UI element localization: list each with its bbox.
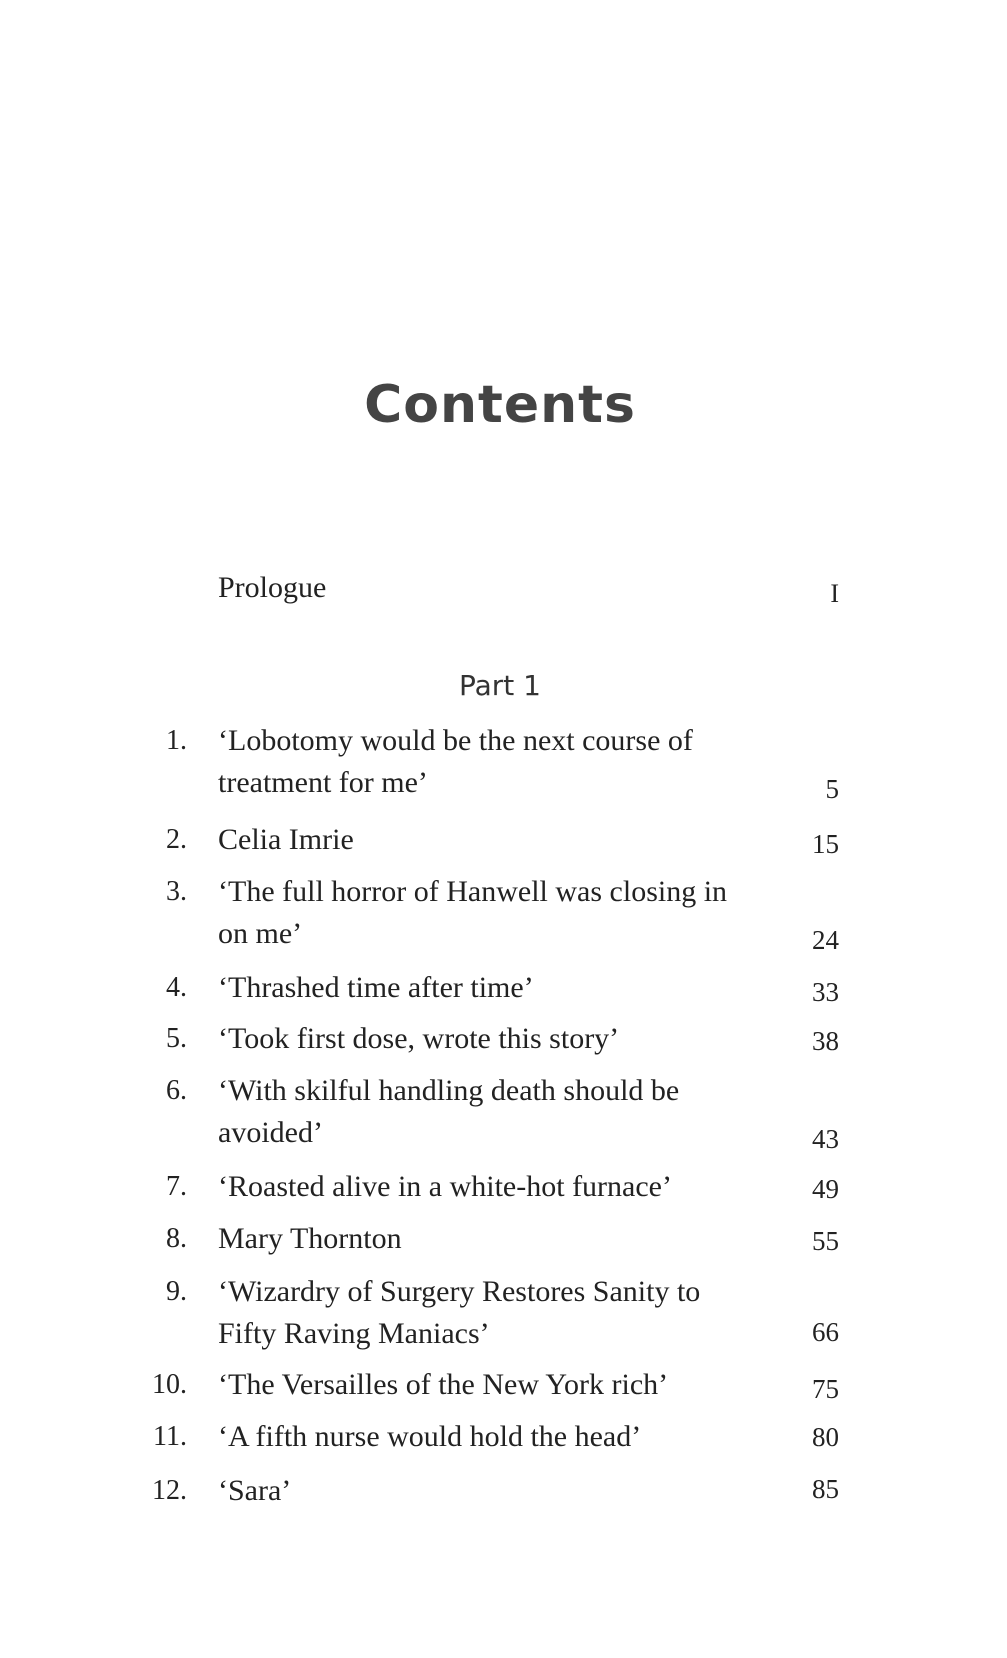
chapter-page: 75 [812, 1374, 839, 1404]
chapter-number: 5. [166, 1023, 187, 1054]
chapter-title: ‘With skilful handling death should be avoided’ [218, 1074, 680, 1149]
prologue-title[interactable]: Prologue [218, 571, 327, 604]
chapter-title: ‘The full horror of Hanwell was closing in on me’ [218, 875, 728, 950]
chapter-title: Mary Thornton [218, 1222, 402, 1255]
chapter-page: 85 [812, 1474, 839, 1504]
chapter-page: 49 [812, 1174, 839, 1204]
chapter-page: 55 [812, 1226, 839, 1256]
chapter-title: ‘The Versailles of the New York rich’ [218, 1368, 669, 1401]
chapter-title: ‘Sara’ [218, 1474, 292, 1507]
chapter-page: 24 [812, 925, 839, 955]
chapter-number: 2. [166, 824, 187, 855]
chapter-title: ‘Lobotomy would be the next course of treatment for me’ [218, 724, 693, 799]
chapter-title: ‘Roasted alive in a white-hot furnace’ [218, 1170, 672, 1203]
chapter-number: 4. [166, 972, 187, 1003]
chapter-page: 38 [812, 1026, 839, 1056]
page-title: Contents [364, 374, 636, 435]
chapter-page: 15 [812, 829, 839, 859]
chapter-number: 8. [166, 1223, 187, 1254]
chapter-page: 66 [812, 1317, 839, 1347]
chapter-number: 3. [166, 876, 187, 907]
chapter-number: 12. [152, 1475, 187, 1506]
chapter-page: 43 [812, 1124, 839, 1154]
chapter-page: 80 [812, 1422, 839, 1452]
chapter-number: 1. [166, 725, 187, 756]
chapter-number: 11. [153, 1421, 187, 1452]
chapter-title: ‘Thrashed time after time’ [218, 971, 534, 1004]
chapter-number: 10. [152, 1369, 187, 1400]
chapter-title: ‘A fifth nurse would hold the head’ [218, 1420, 642, 1453]
prologue-page-number: I [830, 579, 839, 608]
chapter-number: 7. [166, 1171, 187, 1202]
chapter-number: 6. [166, 1075, 187, 1106]
chapter-title: Celia Imrie [218, 823, 354, 856]
chapter-title: ‘Wizardry of Surgery Restores Sanity to Fifty Raving Maniacs’ [218, 1275, 701, 1350]
part-heading: Part 1 [459, 669, 541, 702]
chapter-page: 33 [812, 977, 839, 1007]
chapter-page: 5 [825, 774, 839, 804]
chapter-title: ‘Took first dose, wrote this story’ [218, 1022, 620, 1055]
chapter-number: 9. [166, 1276, 187, 1307]
